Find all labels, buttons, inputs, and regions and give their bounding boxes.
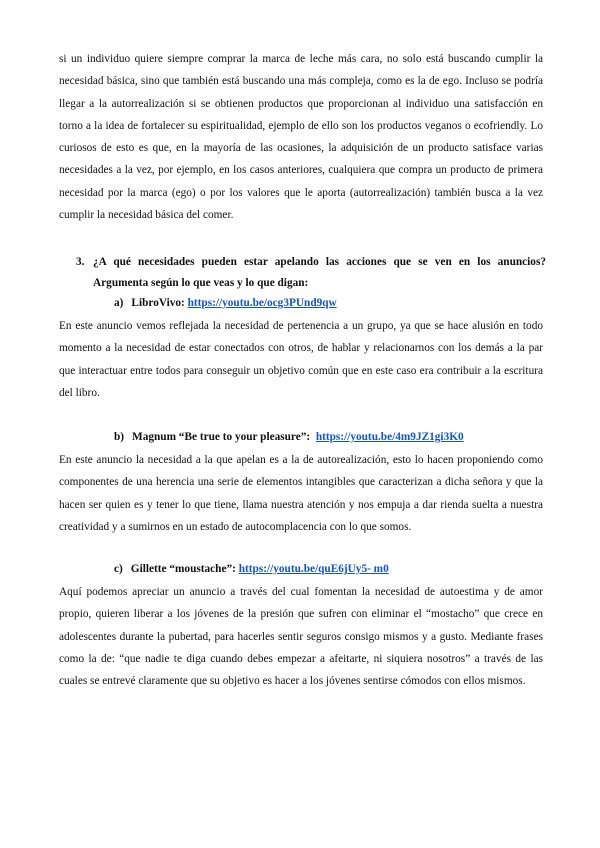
ad-c-paragraph: Aquí podemos apreciar un anuncio a través del cual fomentan la necesidad de autoestima y de amor propio, quieren liberar a los jóvenes de la presión que sufren con eliminar el “mostacho” que crece en adolescentes durante la pubertad, para hacerles sentir seguros consigo mismos y a gusto. Mediante frases como la de: “que nadie te diga cuando debes empezar a afeitarte, ni siquiera nosotros” a través de las cuales se entrevé claramente que su objetivo es hacer a los jóvenes sentirse cómodos con ellos mismos. — [59, 586, 543, 688]
ad-b-letter: b) — [114, 431, 125, 443]
ad-b-link[interactable]: https://youtu.be/4m9JZ1gi3K0 — [315, 431, 464, 443]
ad-a-heading — [114, 294, 337, 312]
ad-c-title: Gillette “moustache”: — [130, 563, 236, 575]
ad-c-link[interactable]: https://youtu.be/quE6jUy5- m0 — [238, 563, 389, 575]
ad-c-letter: c) — [114, 563, 123, 575]
question-text: ¿A qué necesidades pueden estar apelando las acciones que se ven en los anuncios? Argumenta según lo que veas y lo que digan: — [93, 256, 546, 289]
ad-b-paragraph: En este anuncio la necesidad a la que apelan es a la de autorealización, esto lo hacen proponiendo como componentes de una herencia una serie de elementos intangibles que caracterizan a dicha señora y que la hacen ser quien es y tener lo que tiene, llama nuestra atención y nos empuja a dar rienda suelta a nuestra creatividad y a sumirnos en un estado de autocomplacencia con lo que somos. — [59, 454, 543, 533]
ad-b-heading — [114, 428, 464, 446]
ad-a-paragraph: En este anuncio vemos reflejada la necesidad de pertenencia a un grupo, ya que se hace alusión en todo momento a la necesidad de estar conectados con otros, de hablar y relacionarnos con los demás a la par que interactuar entre todos para conseguir un objetivo común que en este caso era contribuir a la escritura del libro. — [59, 320, 543, 399]
ad-a-link[interactable]: https://youtu.be/ocg3PUnd9qw — [187, 297, 337, 309]
ad-a-title: LibroVivo: — [131, 297, 185, 309]
ad-a-letter: a) — [114, 297, 124, 309]
question-number: 3. — [76, 256, 85, 268]
intro-paragraph: si un individuo quiere siempre comprar la marca de leche más cara, no solo está buscando cumplir la necesidad básica, sino que también está buscando una más compleja, como es la de ego. Incluso se podría llegar a la autorrealización si se obtienen productos que proporcionan al individuo una satisfacción en torno a la idea de fortalecer su espiritualidad, ejemplo de ello son los productos veganos o ecofriendly. Lo curiosos de esto es que, en la mayoría de las ocasiones, la adquisición de un producto satisface varias necesidades a la vez, por ejemplo, en los casos anteriores, cualquiera que compra un producto de primera necesidad por la marca (ego) o por los valores que le aporta (autorrealización) también busca a la vez cumplir la necesidad básica del comer. — [59, 53, 543, 222]
question-3 — [76, 252, 546, 294]
ad-b-title: Magnum “Be true to your pleasure”: — [132, 431, 311, 443]
ad-c-heading — [114, 560, 389, 578]
